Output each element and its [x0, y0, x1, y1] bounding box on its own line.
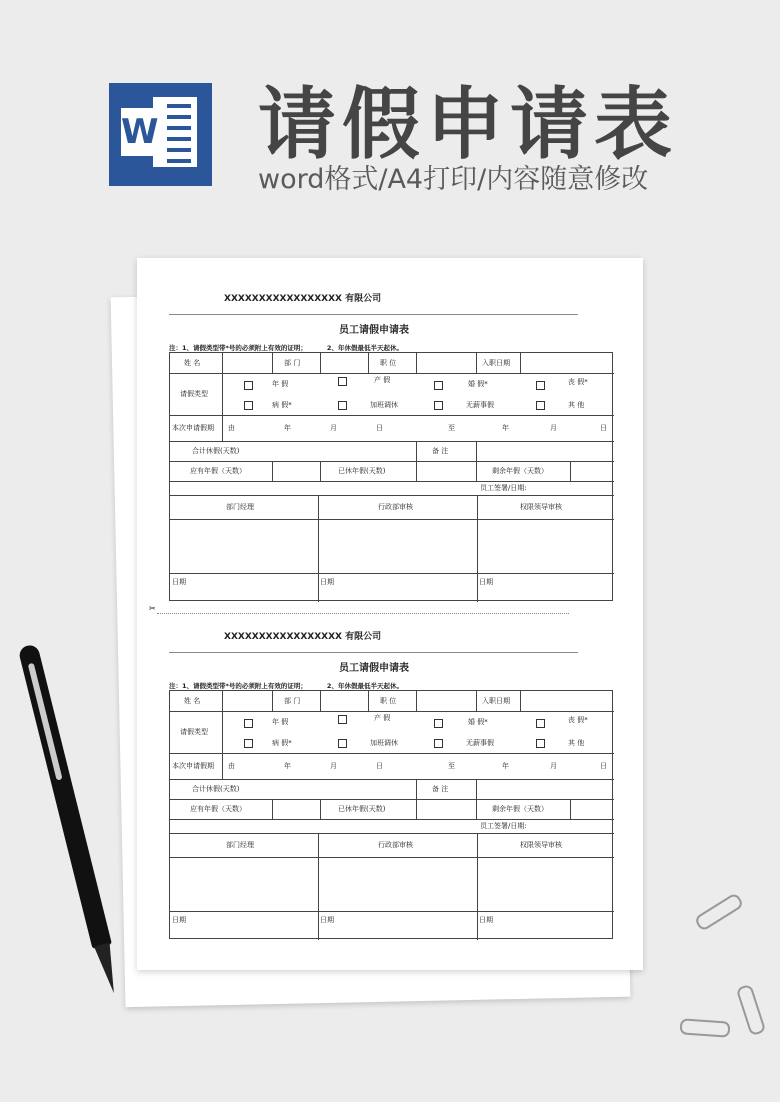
label-date-3: 日期 [479, 578, 493, 586]
label-period: 本次申请假期 [172, 762, 214, 770]
cut-line [157, 613, 569, 614]
label-dept: 部 门 [284, 359, 301, 367]
label-year-1: 年 [284, 762, 291, 770]
label-date-1: 日期 [172, 916, 186, 924]
label-authority: 权限领导审核 [520, 503, 562, 511]
type-sick: 病 假* [272, 401, 292, 409]
label-day-1: 日 [376, 762, 383, 770]
type-overtime: 加班调休 [370, 739, 398, 747]
form-notes [169, 343, 403, 352]
label-manager: 部门经理 [226, 841, 254, 849]
label-date-2: 日期 [320, 916, 334, 924]
type-overtime: 加班调休 [370, 401, 398, 409]
checkbox-sick[interactable] [244, 401, 253, 410]
label-leave-type: 请假类型 [180, 390, 208, 398]
page-title: 请假申请表 [258, 80, 679, 170]
label-year-2: 年 [502, 762, 509, 770]
header-rule [169, 652, 578, 653]
checkbox-funeral[interactable] [536, 381, 545, 390]
label-remark: 备 注 [432, 447, 449, 455]
type-funeral: 丧 假* [568, 716, 588, 724]
pen [14, 642, 133, 1008]
checkbox-maternity[interactable] [338, 377, 347, 386]
label-day-1: 日 [376, 424, 383, 432]
checkbox-unpaid[interactable] [434, 401, 443, 410]
label-dept: 部 门 [284, 697, 301, 705]
note-1: 注：1、请假类型带*号的必须附上有效的证明； [169, 682, 307, 690]
checkbox-marriage[interactable] [434, 381, 443, 390]
label-authority: 权限领导审核 [520, 841, 562, 849]
word-logo [109, 83, 212, 186]
checkbox-maternity[interactable] [338, 715, 347, 724]
form-table [169, 352, 613, 601]
checkbox-marriage[interactable] [434, 719, 443, 728]
label-to: 至 [448, 762, 455, 770]
type-annual: 年 假 [272, 718, 289, 726]
document-lines-icon [153, 97, 197, 167]
checkbox-unpaid[interactable] [434, 739, 443, 748]
label-entitled: 应有年假（天数） [190, 805, 246, 813]
label-to: 至 [448, 424, 455, 432]
note-2: 2、年休假最低半天起休。 [326, 344, 403, 352]
label-month-2: 月 [550, 762, 557, 770]
label-year-2: 年 [502, 424, 509, 432]
header-rule [169, 314, 578, 315]
label-remaining: 剩余年假（天数） [492, 467, 548, 475]
checkbox-annual[interactable] [244, 381, 253, 390]
form-title: 员工请假申请表 [339, 663, 409, 674]
checkbox-overtime[interactable] [338, 401, 347, 410]
label-total: 合计休假(天数) [192, 447, 240, 455]
company-name: XXXXXXXXXXXXXXXXX 有限公司 [224, 294, 382, 304]
label-position: 职 位 [380, 697, 397, 705]
label-admin: 行政部审核 [378, 503, 413, 511]
label-taken: 已休年假(天数) [338, 467, 386, 475]
type-maternity: 产 假 [374, 376, 391, 384]
label-from: 由 [228, 762, 235, 770]
label-leave-type: 请假类型 [180, 728, 208, 736]
paperclip-icon [680, 1018, 731, 1037]
checkbox-sick[interactable] [244, 739, 253, 748]
form-notes [169, 681, 403, 690]
type-other: 其 他 [568, 401, 585, 409]
label-date-3: 日期 [479, 916, 493, 924]
label-admin: 行政部审核 [378, 841, 413, 849]
note-1: 注：1、请假类型带*号的必须附上有效的证明； [169, 344, 307, 352]
label-year-1: 年 [284, 424, 291, 432]
type-annual: 年 假 [272, 380, 289, 388]
label-total: 合计休假(天数) [192, 785, 240, 793]
checkbox-annual[interactable] [244, 719, 253, 728]
front-paper [137, 258, 643, 970]
label-name: 姓 名 [184, 359, 201, 367]
checkbox-other[interactable] [536, 401, 545, 410]
label-entitled: 应有年假（天数） [190, 467, 246, 475]
page-subtitle: word格式/A4打印/内容随意修改 [258, 164, 649, 195]
label-day-2: 日 [600, 424, 607, 432]
type-other: 其 他 [568, 739, 585, 747]
type-unpaid: 无薪事假 [466, 401, 494, 409]
label-date-1: 日期 [172, 578, 186, 586]
label-date-2: 日期 [320, 578, 334, 586]
type-maternity: 产 假 [374, 714, 391, 722]
label-manager: 部门经理 [226, 503, 254, 511]
checkbox-overtime[interactable] [338, 739, 347, 748]
paperclip-icon [694, 892, 745, 932]
label-month-1: 月 [330, 424, 337, 432]
word-letter-icon: W [121, 108, 157, 156]
form-title: 员工请假申请表 [339, 325, 409, 336]
company-name: XXXXXXXXXXXXXXXXX 有限公司 [224, 632, 382, 642]
label-month-1: 月 [330, 762, 337, 770]
scissors-icon: ✂ [149, 604, 156, 613]
checkbox-other[interactable] [536, 739, 545, 748]
label-period: 本次申请假期 [172, 424, 214, 432]
label-from: 由 [228, 424, 235, 432]
label-sign: 员工签署/日期: [480, 484, 527, 492]
label-day-2: 日 [600, 762, 607, 770]
form-table [169, 690, 613, 939]
type-marriage: 婚 假* [468, 380, 488, 388]
label-hire-date: 入职日期 [482, 697, 510, 705]
paperclip-icon [736, 984, 767, 1036]
label-name: 姓 名 [184, 697, 201, 705]
label-position: 职 位 [380, 359, 397, 367]
label-sign: 员工签署/日期: [480, 822, 527, 830]
label-taken: 已休年假(天数) [338, 805, 386, 813]
note-2: 2、年休假最低半天起休。 [326, 682, 403, 690]
type-sick: 病 假* [272, 739, 292, 747]
type-funeral: 丧 假* [568, 378, 588, 386]
checkbox-funeral[interactable] [536, 719, 545, 728]
type-marriage: 婚 假* [468, 718, 488, 726]
label-remark: 备 注 [432, 785, 449, 793]
label-month-2: 月 [550, 424, 557, 432]
label-remaining: 剩余年假（天数） [492, 805, 548, 813]
label-hire-date: 入职日期 [482, 359, 510, 367]
type-unpaid: 无薪事假 [466, 739, 494, 747]
